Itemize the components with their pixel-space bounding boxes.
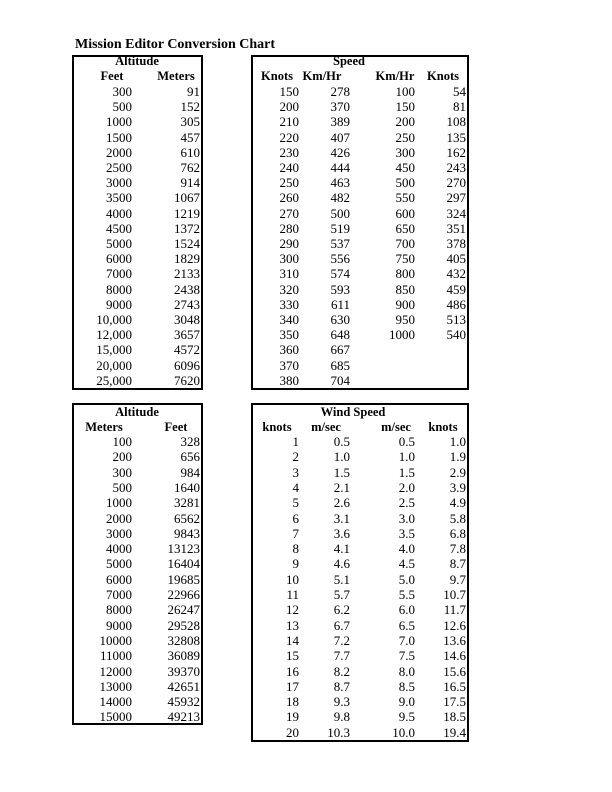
table-cell: 2.6 — [333, 495, 350, 511]
table-cell: 3000 — [106, 175, 132, 191]
table-cell: 14000 — [99, 694, 132, 710]
table-cell: 12 — [286, 602, 299, 618]
column-header: Meters — [85, 420, 123, 434]
table-cell: 2000 — [106, 510, 132, 526]
table-cell: 900 — [395, 296, 415, 312]
table-cell: 457 — [180, 129, 200, 145]
table-cell: 1.9 — [449, 449, 466, 465]
column-header: Km/Hr — [375, 69, 415, 83]
table-cell: 459 — [446, 281, 466, 297]
column-header: knots — [428, 420, 458, 434]
table-cell: 10,000 — [96, 312, 132, 327]
table-cell: 700 — [395, 236, 415, 251]
table-cell: 3.6 — [333, 525, 350, 541]
table-cell: 1 — [292, 434, 299, 449]
table-cell: 486 — [446, 296, 466, 312]
table-cell: 36089 — [167, 648, 200, 664]
table-cell: 463 — [330, 175, 350, 191]
table-cell: 1.5 — [333, 464, 350, 480]
table-cell: 310 — [279, 266, 299, 282]
table-cell: 2500 — [106, 160, 132, 175]
table-cell: 540 — [446, 327, 466, 343]
table-cell: 39370 — [167, 663, 200, 679]
table-cell: 5.1 — [333, 571, 350, 587]
table-cell: 4000 — [106, 541, 132, 557]
table-cell: 593 — [330, 281, 350, 297]
table-cell: 19.4 — [443, 724, 466, 740]
table-cell: 18 — [286, 694, 299, 710]
table-cell: 2743 — [174, 296, 200, 312]
table-cell: 300 — [395, 144, 415, 160]
table-cell: 8.5 — [398, 678, 415, 694]
table-cell: 16.5 — [443, 678, 466, 694]
table-cell: 1.0 — [333, 449, 350, 465]
table-cell: 15 — [286, 648, 299, 664]
table-cell: 200 — [112, 449, 132, 465]
table-cell: 1000 — [389, 327, 415, 343]
table-cell: 18.5 — [443, 709, 466, 725]
table-cell: 500 — [395, 175, 415, 191]
table-cell: 407 — [330, 129, 350, 145]
table-cell: 10000 — [99, 632, 132, 648]
table-cell: 6.0 — [398, 602, 415, 618]
table-cell: 9.0 — [398, 694, 415, 710]
column-header: Feet — [164, 420, 188, 434]
table-cell: 13000 — [99, 678, 132, 694]
table-cell: 8.7 — [333, 678, 350, 694]
table-cell: 610 — [180, 144, 200, 160]
table-cell: 9.8 — [333, 709, 350, 725]
table-cell: 297 — [446, 190, 466, 206]
table-cell: 17.5 — [443, 694, 466, 710]
table-cell: 5.7 — [333, 587, 350, 602]
table-cell: 1000 — [106, 114, 132, 130]
table-cell: 7.8 — [449, 541, 466, 557]
table-cell: 650 — [395, 220, 415, 236]
table-cell: 6000 — [106, 251, 132, 267]
table-cell: 6096 — [174, 357, 200, 373]
table-cell: 380 — [279, 372, 299, 388]
table-cell: 16404 — [167, 556, 200, 572]
table-cell: 10.7 — [443, 587, 466, 602]
table-cell: 2.1 — [333, 479, 350, 495]
table-cell: 850 — [395, 281, 415, 297]
table-cell: 550 — [395, 190, 415, 206]
table-cell: 280 — [279, 220, 299, 236]
table-cell: 220 — [279, 129, 299, 145]
table-cell: 108 — [446, 114, 466, 130]
table-cell: 630 — [330, 312, 350, 327]
table-cell: 81 — [453, 99, 466, 115]
table-cell: 19685 — [167, 571, 200, 587]
table-caption: Wind Speed — [320, 405, 386, 419]
table-cell: 4.1 — [333, 541, 350, 557]
table-cell: 11 — [286, 587, 299, 602]
table-cell: 54 — [453, 84, 466, 99]
table-cell: 210 — [279, 114, 299, 130]
column-header: m/sec — [381, 420, 411, 434]
table-cell: 10 — [286, 571, 299, 587]
table-cell: 12.6 — [443, 617, 466, 633]
table-cell: 25,000 — [96, 372, 132, 388]
table-cell: 1500 — [106, 129, 132, 145]
table-cell: 350 — [279, 327, 299, 343]
table-cell: 330 — [279, 296, 299, 312]
table-cell: 9000 — [106, 617, 132, 633]
table-cell: 12,000 — [96, 327, 132, 343]
table-cell: 519 — [330, 220, 350, 236]
table-cell: 162 — [446, 144, 466, 160]
table-cell: 278 — [330, 84, 350, 99]
table-cell: 704 — [330, 372, 350, 388]
table-cell: 3.0 — [398, 510, 415, 526]
table-cell: 290 — [279, 236, 299, 251]
table-cell: 5.5 — [398, 587, 415, 602]
table-cell: 1.5 — [398, 464, 415, 480]
table-cell: 984 — [180, 464, 200, 480]
table-cell: 100 — [395, 84, 415, 99]
table-cell: 250 — [395, 129, 415, 145]
table-cell: 500 — [330, 205, 350, 221]
table-cell: 14.6 — [443, 648, 466, 664]
table-cell: 42651 — [167, 678, 200, 694]
table-cell: 5000 — [106, 556, 132, 572]
table-cell: 15.6 — [443, 663, 466, 679]
table-cell: 11000 — [99, 648, 132, 664]
table-cell: 2.0 — [398, 479, 415, 495]
table-cell: 2 — [292, 449, 299, 465]
table-cell: 3657 — [174, 327, 200, 343]
table-caption: Altitude — [115, 54, 159, 68]
table-cell: 5 — [292, 495, 299, 511]
table-cell: 10.0 — [392, 724, 415, 740]
table-cell: 45932 — [167, 694, 200, 710]
table-caption: Altitude — [115, 405, 159, 419]
table-cell: 13123 — [167, 541, 200, 557]
table-cell: 1.0 — [398, 449, 415, 465]
column-header: Knots — [261, 69, 293, 83]
table-cell: 432 — [446, 266, 466, 282]
table-cell: 2438 — [174, 281, 200, 297]
table-cell: 405 — [446, 251, 466, 267]
table-cell: 574 — [330, 266, 350, 282]
table-cell: 4.9 — [449, 495, 466, 511]
table-cell: 0.5 — [333, 434, 350, 449]
table-cell: 10.3 — [327, 724, 350, 740]
table-cell: 22966 — [167, 587, 200, 602]
table-caption: Speed — [333, 54, 365, 68]
table-cell: 4 — [292, 479, 299, 495]
table-cell: 4000 — [106, 205, 132, 221]
table-cell: 4500 — [106, 220, 132, 236]
table-cell: 328 — [180, 434, 200, 449]
table-cell: 3281 — [174, 495, 200, 511]
table-cell: 2.9 — [449, 464, 466, 480]
table-cell: 1829 — [174, 251, 200, 267]
table-cell: 2000 — [106, 144, 132, 160]
table-cell: 7 — [292, 525, 299, 541]
table-cell: 5.0 — [398, 571, 415, 587]
table-cell: 17 — [286, 678, 299, 694]
table-cell: 1000 — [106, 495, 132, 511]
table-cell: 250 — [279, 175, 299, 191]
table-cell: 426 — [330, 144, 350, 160]
table-cell: 450 — [395, 160, 415, 175]
table-cell: 6562 — [174, 510, 200, 526]
table-cell: 667 — [330, 342, 350, 358]
table-cell: 8 — [292, 541, 299, 557]
table-cell: 5000 — [106, 236, 132, 251]
table-cell: 7.7 — [333, 648, 350, 664]
table-cell: 305 — [180, 114, 200, 130]
table-cell: 1524 — [174, 236, 200, 251]
table-cell: 150 — [279, 84, 299, 99]
table-cell: 3 — [292, 464, 299, 480]
table-cell: 6000 — [106, 571, 132, 587]
table-cell: 200 — [395, 114, 415, 130]
column-header: m/sec — [311, 420, 341, 434]
table-cell: 29528 — [167, 617, 200, 633]
table-cell: 4.5 — [398, 556, 415, 572]
table-cell: 270 — [279, 205, 299, 221]
table-cell: 648 — [330, 327, 350, 343]
table-cell: 611 — [330, 296, 350, 312]
table-cell: 243 — [446, 160, 466, 175]
table-cell: 15,000 — [96, 342, 132, 358]
column-header: Feet — [100, 69, 124, 83]
table-cell: 8000 — [106, 602, 132, 618]
table-cell: 914 — [180, 175, 200, 191]
table-cell: 370 — [279, 357, 299, 373]
table-cell: 200 — [279, 99, 299, 115]
table-cell: 20,000 — [96, 357, 132, 373]
table-cell: 6.8 — [449, 525, 466, 541]
table-cell: 8.7 — [449, 556, 466, 572]
table-cell: 950 — [395, 312, 415, 327]
table-cell: 7620 — [174, 372, 200, 388]
table-cell: 1372 — [174, 220, 200, 236]
table-cell: 3000 — [106, 525, 132, 541]
table-cell: 6.5 — [398, 617, 415, 633]
table-cell: 49213 — [167, 709, 200, 725]
table-cell: 300 — [279, 251, 299, 267]
table-cell: 19 — [286, 709, 299, 725]
table-cell: 300 — [112, 464, 132, 480]
table-cell: 685 — [330, 357, 350, 373]
table-cell: 230 — [279, 144, 299, 160]
column-header: knots — [262, 420, 292, 434]
table-cell: 3.5 — [398, 525, 415, 541]
table-cell: 3048 — [174, 312, 200, 327]
table-cell: 14 — [286, 632, 299, 648]
table-cell: 556 — [330, 251, 350, 267]
table-cell: 3.1 — [333, 510, 350, 526]
table-cell: 4.0 — [398, 541, 415, 557]
table-cell: 9843 — [174, 525, 200, 541]
table-cell: 5.8 — [449, 510, 466, 526]
table-cell: 135 — [446, 129, 466, 145]
table-cell: 16 — [286, 663, 299, 679]
table-cell: 9.7 — [449, 571, 466, 587]
table-cell: 500 — [112, 99, 132, 115]
table-cell: 26247 — [167, 602, 200, 618]
table-cell: 9 — [292, 556, 299, 572]
table-cell: 9.3 — [333, 694, 350, 710]
table-cell: 270 — [446, 175, 466, 191]
table-cell: 1067 — [174, 190, 200, 206]
table-cell: 300 — [112, 84, 132, 99]
table-cell: 1.0 — [449, 434, 466, 449]
table-cell: 6.7 — [333, 617, 350, 633]
table-cell: 378 — [446, 236, 466, 251]
table-cell: 1640 — [174, 479, 200, 495]
table-cell: 340 — [279, 312, 299, 327]
table-cell: 324 — [446, 205, 466, 221]
table-cell: 7.2 — [333, 632, 350, 648]
table-cell: 370 — [330, 99, 350, 115]
table-cell: 150 — [395, 99, 415, 115]
table-cell: 7.0 — [398, 632, 415, 648]
table-cell: 9.5 — [398, 709, 415, 725]
column-header: Meters — [157, 69, 195, 83]
table-cell: 656 — [180, 449, 200, 465]
table-cell: 240 — [279, 160, 299, 175]
column-header: Knots — [427, 69, 459, 83]
table-cell: 2.5 — [398, 495, 415, 511]
table-cell: 389 — [330, 114, 350, 130]
table-cell: 152 — [180, 99, 200, 115]
table-cell: 13 — [286, 617, 299, 633]
table-cell: 537 — [330, 236, 350, 251]
table-cell: 11.7 — [443, 602, 466, 618]
table-cell: 100 — [112, 434, 132, 449]
column-header: Km/Hr — [302, 69, 342, 83]
table-cell: 320 — [279, 281, 299, 297]
table-cell: 7000 — [106, 587, 132, 602]
table-cell: 3500 — [106, 190, 132, 206]
table-cell: 6 — [292, 510, 299, 526]
table-cell: 8.0 — [398, 663, 415, 679]
table-cell: 762 — [180, 160, 200, 175]
table-cell: 8.2 — [333, 663, 350, 679]
table-cell: 32808 — [167, 632, 200, 648]
table-cell: 513 — [446, 312, 466, 327]
table-cell: 13.6 — [443, 632, 466, 648]
table-cell: 351 — [446, 220, 466, 236]
table-cell: 500 — [112, 479, 132, 495]
table-cell: 444 — [330, 160, 350, 175]
table-cell: 750 — [395, 251, 415, 267]
table-cell: 12000 — [99, 663, 132, 679]
table-cell: 4.6 — [333, 556, 350, 572]
table-cell: 3.9 — [449, 479, 466, 495]
table-cell: 0.5 — [398, 434, 415, 449]
table-cell: 4572 — [174, 342, 200, 358]
table-cell: 1219 — [174, 205, 200, 221]
table-cell: 15000 — [99, 709, 132, 725]
table-cell: 20 — [286, 724, 299, 740]
table-cell: 7.5 — [398, 648, 415, 664]
table-cell: 2133 — [174, 266, 200, 282]
table-cell: 260 — [279, 190, 299, 206]
table-cell: 8000 — [106, 281, 132, 297]
table-cell: 600 — [395, 205, 415, 221]
table-cell: 7000 — [106, 266, 132, 282]
table-cell: 800 — [395, 266, 415, 282]
table-cell: 9000 — [106, 296, 132, 312]
table-cell: 360 — [279, 342, 299, 358]
page-title: Mission Editor Conversion Chart — [75, 37, 276, 52]
table-cell: 91 — [187, 84, 200, 99]
table-cell: 482 — [330, 190, 350, 206]
table-cell: 6.2 — [333, 602, 350, 618]
